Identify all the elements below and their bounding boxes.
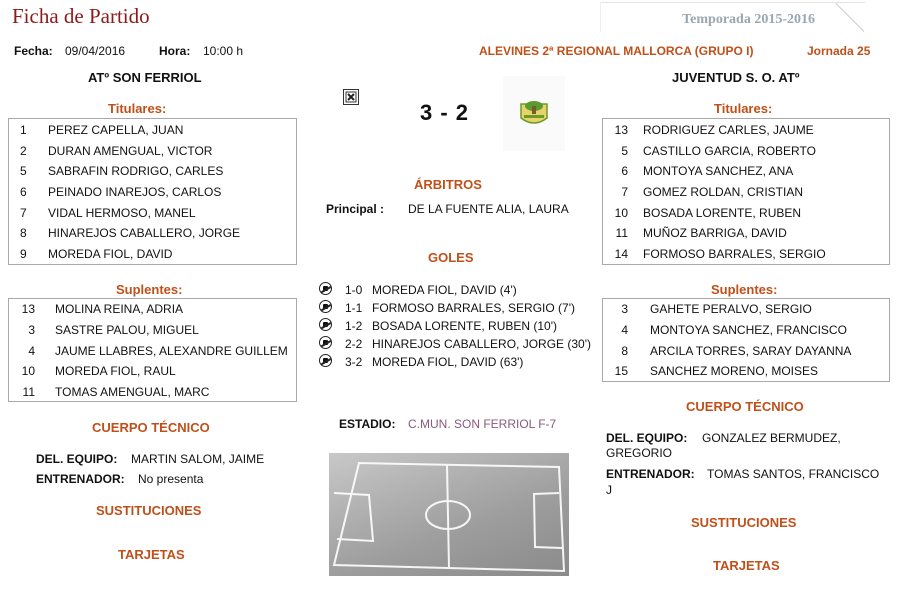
match-time: 10:00 h bbox=[203, 44, 244, 58]
club-crest-icon bbox=[503, 76, 565, 151]
home-subs-events-heading: SUSTITUCIONES bbox=[96, 503, 202, 518]
match-score: 3 - 2 bbox=[420, 100, 470, 125]
soccer-ball-icon bbox=[319, 282, 332, 295]
list-item: 7 GOMEZ ROLDAN, CRISTIAN bbox=[621, 185, 804, 199]
away-starters-list bbox=[602, 118, 890, 265]
list-item: 10 BOSADA LORENTE, RUBEN bbox=[614, 206, 802, 220]
home-starters-heading: Titulares: bbox=[108, 101, 167, 116]
away-coach-line2: J bbox=[606, 483, 612, 497]
list-item: 2 DURAN AMENGUAL, VICTOR bbox=[20, 144, 213, 158]
away-cards-heading: TARJETAS bbox=[713, 558, 780, 573]
list-item: 6 MONTOYA SANCHEZ, ANA bbox=[621, 164, 794, 178]
list-item: 14 FORMOSO BARRALES, SERGIO bbox=[614, 247, 826, 261]
referee-role-label: Principal : bbox=[326, 202, 385, 216]
home-delegate-label: DEL. EQUIPO: bbox=[36, 452, 118, 466]
time-label: Hora: bbox=[159, 44, 191, 58]
list-item: 11 TOMAS AMENGUAL, MARC bbox=[22, 385, 210, 399]
list-item: 5 CASTILLO GARCIA, ROBERTO bbox=[621, 144, 816, 158]
date-label: Fecha: bbox=[14, 44, 53, 58]
away-delegate-line1: GONZALEZ BERMUDEZ, bbox=[702, 431, 841, 445]
page-curl-corner bbox=[834, 3, 864, 33]
soccer-ball-icon bbox=[319, 318, 332, 331]
round-label: Jornada 25 bbox=[807, 44, 871, 58]
goal-item: 1-1 FORMOSO BARRALES, SERGIO (7') bbox=[318, 298, 608, 318]
pitch-image bbox=[329, 453, 569, 576]
home-subs-heading: Suplentes: bbox=[116, 282, 183, 297]
goal-item: 1-2 BOSADA LORENTE, RUBEN (10') bbox=[318, 316, 608, 336]
referees-heading: ÁRBITROS bbox=[414, 177, 482, 192]
list-item: 7 VIDAL HERMOSO, MANEL bbox=[20, 206, 196, 220]
home-subs-list bbox=[8, 298, 297, 402]
stadium-name: C.MUN. SON FERRIOL F-7 bbox=[408, 417, 557, 431]
competition-name: ALEVINES 2ª REGIONAL MALLORCA (GRUPO I) bbox=[479, 44, 754, 58]
list-item: 6 PEINADO INAREJOS, CARLOS bbox=[20, 185, 222, 199]
season-label: Temporada 2015-2016 bbox=[682, 12, 815, 27]
referee-name: DE LA FUENTE ALIA, LAURA bbox=[408, 202, 569, 216]
away-delegate-label: DEL. EQUIPO: bbox=[606, 431, 688, 445]
list-item: 3 SASTRE PALOU, MIGUEL bbox=[28, 323, 199, 337]
list-item: 5 SABRAFIN RODRIGO, CARLES bbox=[20, 164, 224, 178]
goal-item: 3-2 MOREDA FIOL, DAVID (63') bbox=[318, 352, 608, 372]
broken-image-icon bbox=[343, 89, 359, 105]
home-coach: No presenta bbox=[138, 472, 204, 486]
away-coach-label: ENTRENADOR: bbox=[606, 467, 695, 481]
list-item: 3 GAHETE PERALVO, SERGIO bbox=[621, 302, 812, 316]
goal-item: 2-2 HINAREJOS CABALLERO, JORGE (30') bbox=[318, 334, 608, 354]
list-item: 1 PEREZ CAPELLA, JUAN bbox=[20, 123, 184, 137]
match-date: 09/04/2016 bbox=[65, 44, 126, 58]
list-item: 13 MOLINA REINA, ADRIA bbox=[21, 302, 184, 316]
away-starters-heading: Titulares: bbox=[714, 101, 773, 116]
list-item: 8 HINAREJOS CABALLERO, JORGE bbox=[20, 226, 241, 240]
away-subs-events-heading: SUSTITUCIONES bbox=[691, 515, 797, 530]
home-staff-heading: CUERPO TÉCNICO bbox=[92, 420, 210, 435]
list-item: 8 ARCILA TORRES, SARAY DAYANNA bbox=[621, 344, 852, 358]
list-item: 11 MUÑOZ BARRIGA, DAVID bbox=[615, 226, 787, 240]
page-title: Ficha de Partido bbox=[12, 4, 150, 28]
away-subs-heading: Suplentes: bbox=[711, 282, 778, 297]
soccer-ball-icon bbox=[319, 354, 332, 367]
away-staff-heading: CUERPO TÉCNICO bbox=[686, 399, 804, 414]
goals-heading: GOLES bbox=[428, 250, 474, 265]
home-coach-label: ENTRENADOR: bbox=[36, 472, 125, 486]
away-team-name: JUVENTUD S. O. ATº bbox=[672, 70, 800, 85]
list-item: 4 MONTOYA SANCHEZ, FRANCISCO bbox=[621, 323, 847, 337]
home-cards-heading: TARJETAS bbox=[118, 547, 185, 562]
list-item: 9 MOREDA FIOL, DAVID bbox=[20, 247, 173, 261]
list-item: 13 RODRIGUEZ CARLES, JAUME bbox=[614, 123, 814, 137]
home-delegate: MARTIN SALOM, JAIME bbox=[131, 452, 265, 466]
away-subs-list bbox=[602, 298, 890, 382]
stadium-label: ESTADIO: bbox=[339, 417, 396, 431]
goal-item: 1-0 MOREDA FIOL, DAVID (4') bbox=[318, 280, 608, 300]
soccer-ball-icon bbox=[319, 336, 332, 349]
away-delegate-line2: GREGORIO bbox=[606, 446, 673, 460]
season-panel bbox=[600, 2, 865, 32]
home-team-name: ATº SON FERRIOL bbox=[88, 70, 202, 85]
home-starters-list bbox=[8, 118, 297, 265]
list-item: 15 SANCHEZ MORENO, MOISES bbox=[614, 364, 819, 378]
soccer-ball-icon bbox=[319, 300, 332, 313]
away-coach-line1: TOMAS SANTOS, FRANCISCO bbox=[707, 467, 880, 481]
list-item: 10 MOREDA FIOL, RAUL bbox=[21, 364, 176, 378]
list-item: 4 JAUME LLABRES, ALEXANDRE GUILLEM bbox=[28, 344, 288, 358]
goals-list bbox=[318, 280, 608, 380]
